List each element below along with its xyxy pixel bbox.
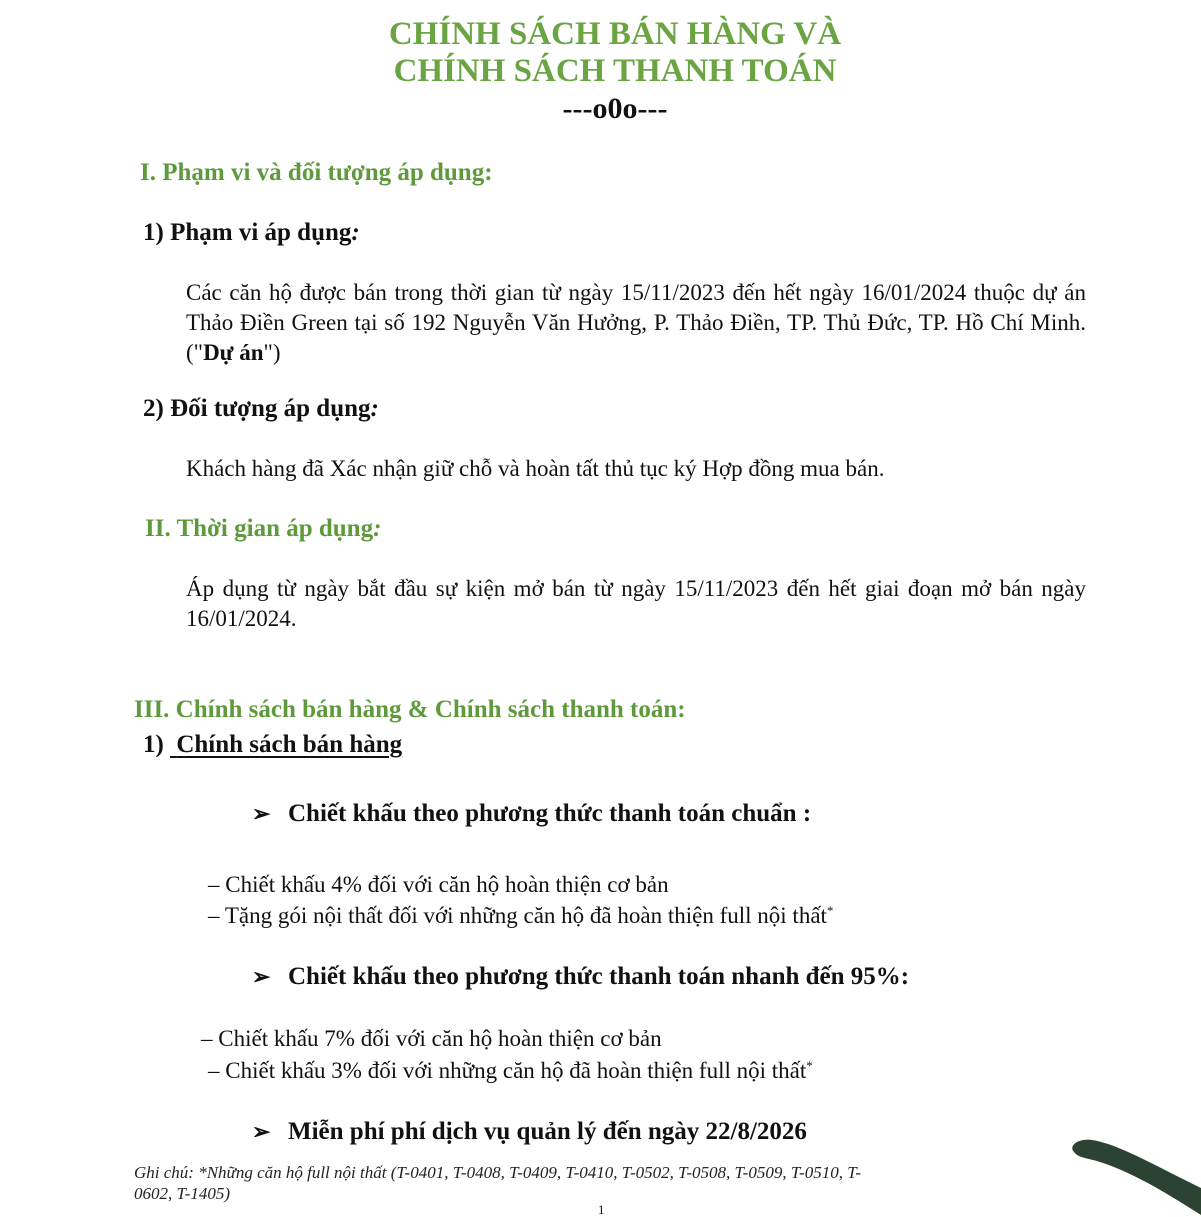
scope-text-end: ")	[263, 340, 281, 365]
target-label: 2) Đối tượng áp dụng	[143, 395, 371, 422]
target-paragraph: Khách hàng đã Xác nhận giữ chỗ và hoàn tất thủ tục ký Hợp đồng mua bán.	[186, 456, 885, 481]
fast-discount-heading	[252, 962, 909, 992]
section-2-colon: :	[373, 515, 382, 542]
fast-discount-item	[208, 1056, 813, 1086]
fast-discount-heading-text: Chiết khấu theo phương thức thanh toán nhanh đến 95%:	[288, 963, 910, 990]
page-number: 1	[598, 1202, 605, 1217]
footnote-note: Ghi chú: *Những căn hộ full nội thất (T-0401, T-0408, T-0409, T-0410, T-0502, T-0508, T-0509, T-0510, T-0602, T-1405)	[134, 1163, 862, 1203]
sales-policy-label	[170, 731, 402, 758]
decorative-brush-stroke	[1060, 1130, 1201, 1215]
brush-stroke-shape	[1072, 1140, 1201, 1215]
scope-text-project: Dự án	[203, 340, 264, 365]
section-1-heading: I. Phạm vi và đối tượng áp dụng:	[140, 159, 493, 186]
standard-discount-item	[208, 901, 833, 931]
scope-paragraph	[186, 278, 1086, 368]
free-service-heading	[252, 1117, 807, 1147]
arrow-bullet-icon: ➢	[252, 1119, 271, 1144]
standard-discount-heading	[252, 799, 811, 829]
standard-discount-item: – Chiết khấu 4% đối với căn hộ hoàn thiện cơ bản	[208, 872, 669, 897]
target-colon: :	[370, 395, 379, 422]
title-ornament: ---o0o---	[562, 92, 668, 125]
section-3-heading: III. Chính sách bán hàng & Chính sách thanh toán:	[134, 696, 686, 723]
document-title-line-2: CHÍNH SÁCH THANH TOÁN	[393, 53, 837, 89]
time-paragraph: Áp dụng từ ngày bắt đầu sự kiện mở bán từ ngày 15/11/2023 đến hết giai đoạn mở bán ngày 16/01/2024.	[186, 576, 1086, 631]
fast-discount-item: – Chiết khấu 7% đối với căn hộ hoàn thiện cơ bản	[201, 1026, 662, 1051]
section-2-heading-text: II. Thời gian áp dụng	[145, 515, 374, 542]
sales-policy-number: 1)	[143, 731, 171, 758]
target-subheading	[143, 394, 379, 424]
section-2-heading	[145, 514, 381, 544]
scope-label: 1) Phạm vi áp dụng	[143, 219, 352, 246]
scope-text-start: Các căn hộ được bán trong thời gian từ ngày 15/11/2023 đến hết ngày 16/01/2024 thuộc dự án Thảo Điền Green tại số 192 Nguyễn Văn Hưởng, P. Thảo Điền, TP. Thủ Đức, TP. Hồ Chí Minh. ("	[186, 280, 1086, 365]
document-title-line-1: CHÍNH SÁCH BÁN HÀNG VÀ	[388, 16, 842, 52]
footnote-mark: *	[826, 903, 834, 919]
fast-discount-item-text: – Chiết khấu 3% đối với những căn hộ đã hoàn thiện full nội thất	[208, 1058, 807, 1083]
footnote-mark: *	[806, 1058, 813, 1074]
standard-discount-heading-text: Chiết khấu theo phương thức thanh toán chuẩn :	[288, 800, 812, 827]
sales-policy-subheading	[143, 730, 402, 760]
scope-colon: :	[351, 219, 360, 246]
sales-policy-label-text: Chính sách bán hàng	[176, 731, 403, 758]
standard-discount-item-text: – Tặng gói nội thất đối với những căn hộ đã hoàn thiện full nội thất	[208, 903, 827, 928]
arrow-bullet-icon: ➢	[252, 801, 271, 826]
free-service-heading-text: Miễn phí phí dịch vụ quản lý đến ngày 22/8/2026	[288, 1118, 807, 1145]
arrow-bullet-icon: ➢	[252, 964, 271, 989]
scope-subheading	[143, 218, 360, 248]
